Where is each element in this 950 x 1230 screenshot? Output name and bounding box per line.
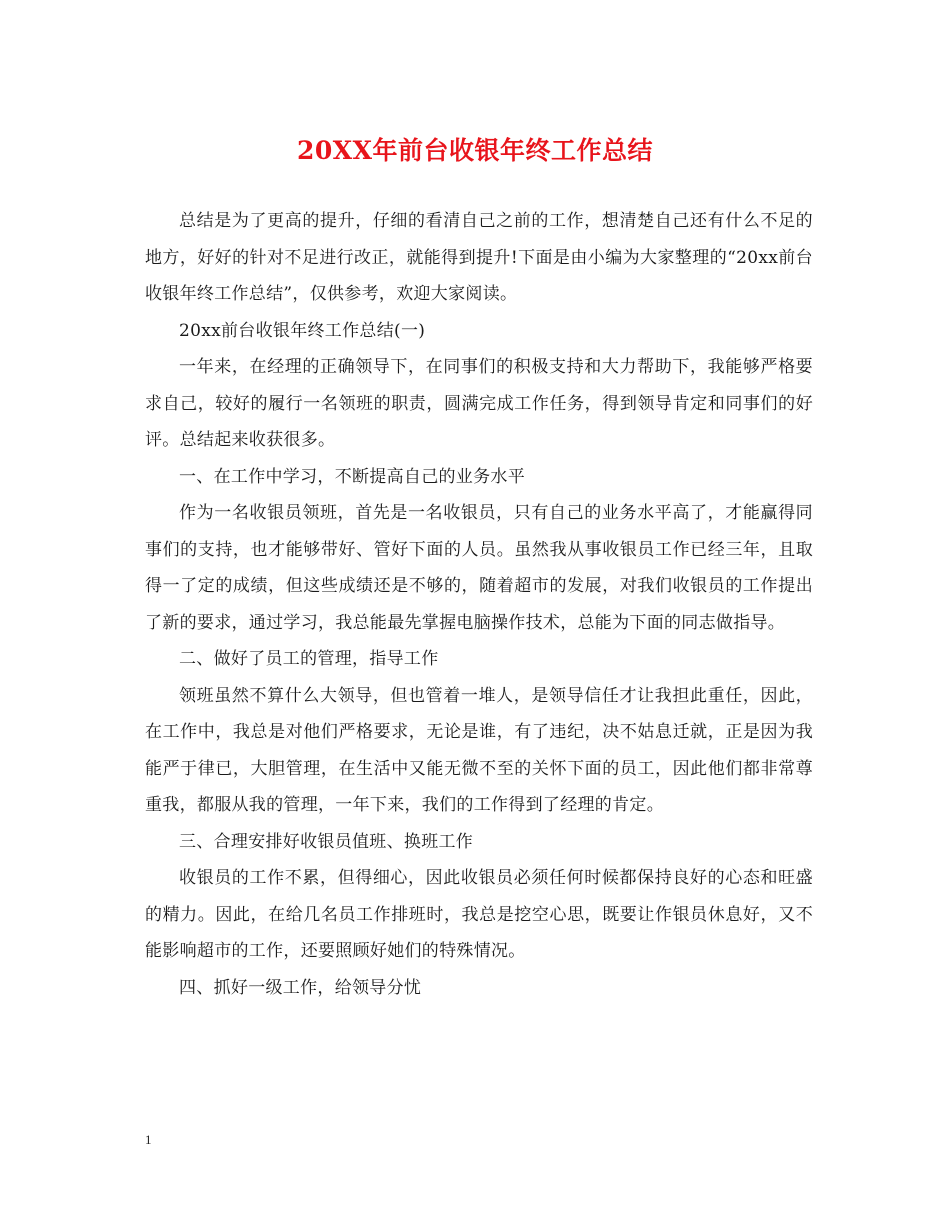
document-body	[145, 203, 813, 1006]
section-heading-2: 二、做好了员工的管理，指导工作	[179, 649, 439, 669]
paragraph-section-3: 收银员的工作不累，但得细心，因此收银员必须任何时候都保持良好的心态和旺盛的精力。因此，在给几名员工作排班时，我总是挖空心思，既要让作银员休息好，又不能影响超市的工作，还要照顾好她们的特殊情况。	[145, 868, 813, 961]
paragraph-intro: 总结是为了更高的提升，仔细的看清自己之前的工作，想清楚自己还有什么不足的地方，好好的针对不足进行改正，就能得到提升!下面是由小编为大家整理的“20xx前台收银年终工作总结”，仅供参考，欢迎大家阅读。	[145, 211, 813, 304]
document-title: 20XX年前台收银年终工作总结	[296, 136, 654, 165]
section-heading-3: 三、合理安排好收银员值班、换班工作	[179, 831, 474, 852]
section-heading-part-one: 20xx前台收银年终工作总结(一)	[179, 320, 426, 341]
page-number: 1	[145, 1132, 152, 1147]
section-heading-4: 四、抓好一级工作，给领导分忧	[179, 977, 422, 998]
paragraph-section-1: 作为一名收银员领班，首先是一名收银员，只有自己的业务水平高了，才能赢得同事们的支持，也才能够带好、管好下面的人员。虽然我从事收银员工作已经三年，且取得一了定的成绩，但这些成绩还是不够的，随着超市的发展，对我们收银员的工作提出了新的要求，通过学习，我总能最先掌握电脑操作技术，总能为下面的同志做指导。	[145, 503, 813, 633]
paragraph-section-2: 领班虽然不算什么大领导，但也管着一堆人，是领导信任才让我担此重任，因此，在工作中，我总是对他们严格要求，无论是谁，有了违纪，决不姑息迁就，正是因为我能严于律已，大胆管理，在生活中又能无微不至的关怀下面的员工，因此他们都非常尊重我，都服从我的管理，一年下来，我们的工作得到了经理的肯定。	[145, 685, 813, 815]
paragraph-overview: 一年来，在经理的正确领导下，在同事们的积极支持和大力帮助下，我能够严格要求自己，较好的履行一名领班的职责，圆满完成工作任务，得到领导肯定和同事们的好评。总结起来收获很多。	[145, 357, 813, 450]
section-heading-1: 一、在工作中学习，不断提高自己的业务水平	[179, 466, 525, 487]
